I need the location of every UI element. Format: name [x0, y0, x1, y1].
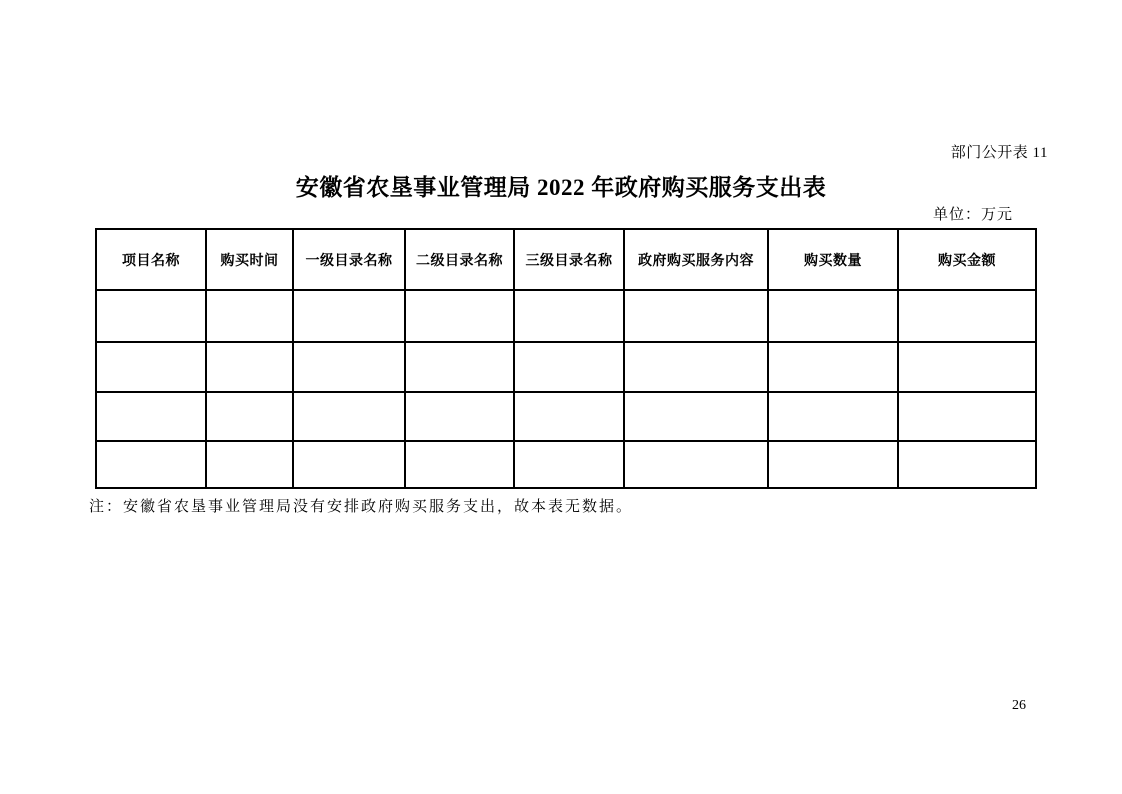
table-cell — [293, 342, 405, 392]
col-header-purchase-amount: 购买金额 — [898, 229, 1036, 290]
table-cell — [514, 290, 624, 342]
table-cell — [206, 342, 293, 392]
table-cell — [898, 441, 1036, 488]
table-cell — [768, 441, 898, 488]
footnote: 注：安徽省农垦事业管理局没有安排政府购买服务支出，故本表无数据。 — [89, 499, 634, 515]
table-cell — [624, 290, 768, 342]
table-cell — [514, 392, 624, 441]
table-cell — [514, 342, 624, 392]
table-cell — [293, 441, 405, 488]
table-cell — [96, 290, 206, 342]
table-cell — [624, 342, 768, 392]
table-cell — [206, 392, 293, 441]
unit-label: 单位：万元 — [932, 207, 1013, 223]
table-cell — [624, 441, 768, 488]
col-header-level2-catalog: 二级目录名称 — [405, 229, 514, 290]
table-cell — [768, 342, 898, 392]
table-body — [96, 290, 1036, 488]
col-header-service-content: 政府购买服务内容 — [624, 229, 768, 290]
expenditure-table — [95, 228, 1037, 489]
table-row — [96, 290, 1036, 342]
page-title: 安徽省农垦事业管理局 2022 年政府购买服务支出表 — [295, 175, 827, 200]
table-cell — [293, 290, 405, 342]
col-header-purchase-time: 购买时间 — [206, 229, 293, 290]
table-row — [96, 392, 1036, 441]
table-header-row — [96, 229, 1036, 290]
table-cell — [768, 392, 898, 441]
corner-label: 部门公开表 11 — [950, 145, 1048, 161]
table-cell — [293, 392, 405, 441]
page-number: 26 — [1012, 698, 1026, 713]
table-row — [96, 342, 1036, 392]
col-header-level1-catalog: 一级目录名称 — [293, 229, 405, 290]
col-header-purchase-quantity: 购买数量 — [768, 229, 898, 290]
table-cell — [624, 392, 768, 441]
col-header-level3-catalog: 三级目录名称 — [514, 229, 624, 290]
table-cell — [898, 290, 1036, 342]
table-cell — [768, 290, 898, 342]
table-cell — [96, 392, 206, 441]
table-cell — [514, 441, 624, 488]
col-header-project-name: 项目名称 — [96, 229, 206, 290]
table-cell — [898, 392, 1036, 441]
table-cell — [405, 392, 514, 441]
table-cell — [898, 342, 1036, 392]
table-cell — [405, 441, 514, 488]
table-cell — [206, 290, 293, 342]
table-cell — [405, 290, 514, 342]
table-cell — [206, 441, 293, 488]
table-cell — [96, 342, 206, 392]
table-cell — [405, 342, 514, 392]
table-cell — [96, 441, 206, 488]
table-row — [96, 441, 1036, 488]
